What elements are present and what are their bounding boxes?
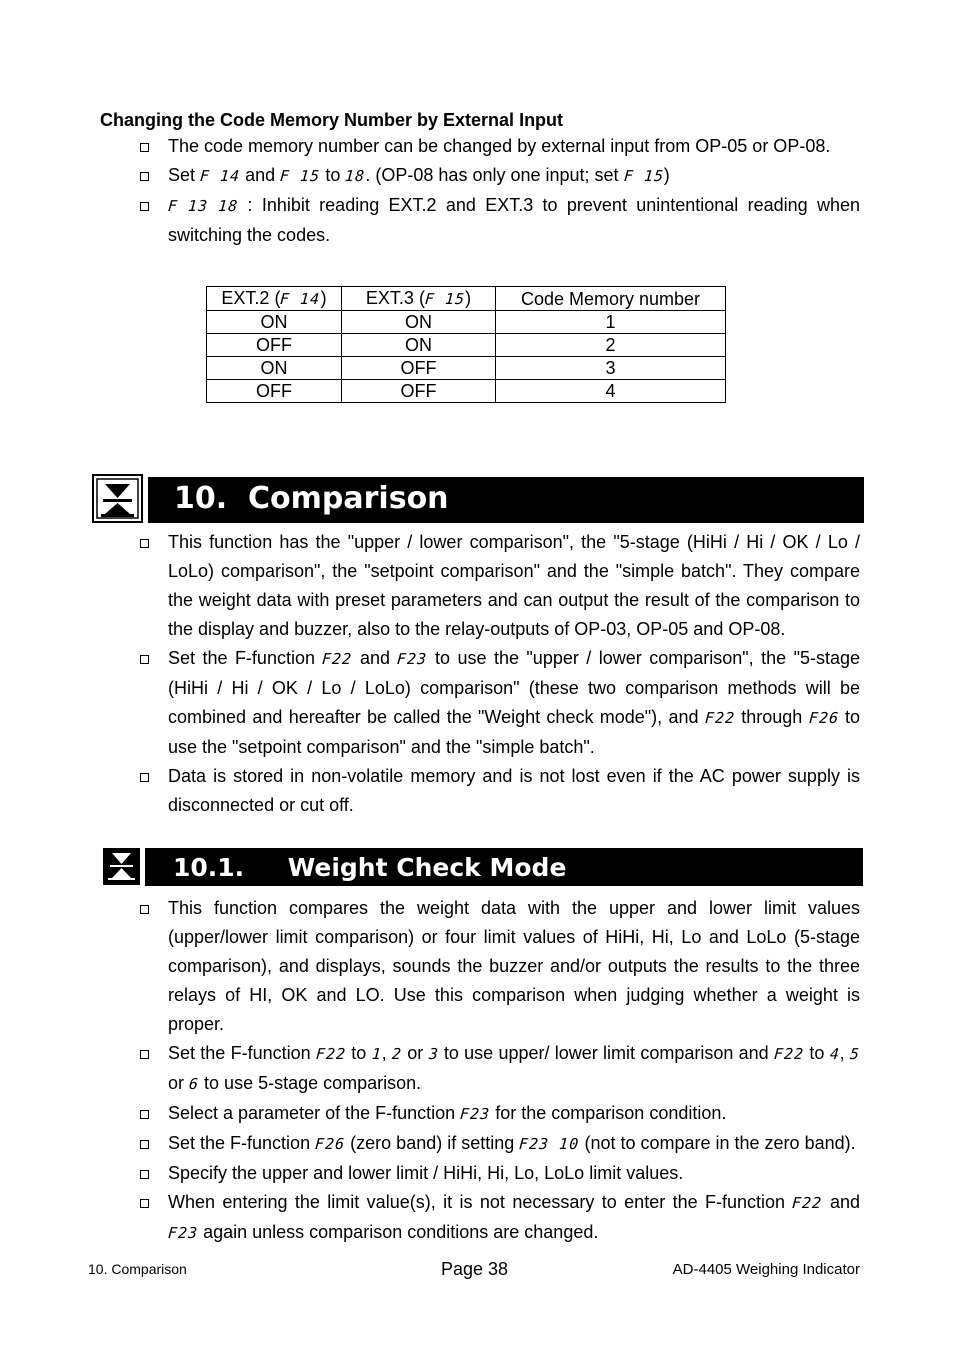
table-row [207,311,726,334]
table-cell: 1 [496,311,726,334]
footer-section: 10. Comparison [88,1261,187,1277]
table-cell: ON [207,311,342,334]
table-cell: 4 [496,380,726,403]
table-row [207,334,726,357]
bullet-item [138,762,860,820]
footer-page-number: Page 38 [441,1259,509,1279]
table-cell: OFF [342,357,496,380]
bullet-text: This function compares the weight data with the upper and lower limit values (upper/lower limit comparison) or four limit values of HiHi, Hi, Lo and LoLo (5-stage comparison), and displays, sounds the buzzer and/or outputs the results to the three relays of HI, OK and LO. Use this comparison when judging whether a weight is proper. [168,898,860,1034]
table-cell: ON [207,357,342,380]
bullet-item [138,191,860,250]
bullet-item [138,132,860,161]
bullet-item [138,528,860,644]
text-span: to [320,165,346,185]
bullet-item [138,894,860,1039]
bullet-item [138,161,860,191]
bullet-text: This function has the "upper / lower comparison", the "5-stage (HiHi / Hi / OK / Lo / LoLo) comparison", the "setpoint comparison" and the "simple batch". They compare the weight data with preset parameters and can output the result of the comparison to the display and buzzer, also to the relay-outputs of OP-03, OP-05 and OP-08. [168,532,860,639]
table-header-row [207,287,726,311]
table-cell: 3 [496,357,726,380]
seg-code: F 15 [622,167,665,185]
text-span: Set [168,165,201,185]
table-cell: OFF [342,380,496,403]
section-heading-bar [148,477,864,523]
table-cell: OFF [207,380,342,403]
subsection-title: Changing the Code Memory Number by External Input [100,110,564,130]
bullet-text: The code memory number can be changed by external input from OP-05 or OP-08. [168,136,831,156]
comparison-bullets [138,528,860,820]
bullet-item: Set the F-function F26 (zero band) if setting F23 10 (not to compare in the zero band). [138,1129,860,1159]
table-cell: ON [342,311,496,334]
table-header-cell: EXT.2 (F 14) [207,287,342,311]
section-heading: 10. Comparison [174,481,449,516]
table-cell: 2 [496,334,726,357]
bullet-item: Set the F-function F22 to 1, 2 or 3 to use upper/ lower limit comparison and F22 to 4, 5 or 6 to use 5-stage comparison. [138,1039,860,1099]
footer-product: AD-4405 Weighing Indicator [672,1261,860,1278]
bullet-item: Set the F-function F22 and F23 to use the "upper / lower comparison", the "5-stage (HiHi / Hi / OK / Lo / LoLo) comparison" (these two comparison methods will be combined and hereafter be called the "Weight check mode"), and F22 through F26 to use the "setpoint comparison" and the "simple batch". [138,644,860,762]
bullet-item: Select a parameter of the F-function F23 for the comparison condition. [138,1099,860,1129]
seg-code: F 13 18 [167,197,239,215]
section-marker-icon [92,474,143,523]
weight-check-bullets [138,894,860,1248]
bullet-item: When entering the limit value(s), it is not necessary to enter the F-function F22 and F23 again unless comparison conditions are changed. [138,1188,860,1248]
table-header-cell: Code Memory number [496,287,726,311]
text-span: . (OP-08 has only one input; set [365,165,624,185]
seg-code: F 14 [199,167,241,185]
table-cell: OFF [207,334,342,357]
subsection-heading: 10.1. Weight Check Mode [173,853,567,882]
bullet-text: Specify the upper and lower limit / HiHi, Hi, Lo, LoLo limit values. [168,1163,684,1183]
table-header-cell: EXT.3 (F 15) [342,287,496,311]
code-memory-table [206,286,726,403]
text-span: ) [663,165,670,185]
table-row [207,357,726,380]
text-span: and [240,165,281,185]
subsection-marker-icon [103,848,140,885]
table-cell: ON [342,334,496,357]
bullet-item [138,1159,860,1188]
bullet-text: Data is stored in non-volatile memory and is not lost even if the AC power supply is disconnected or cut off. [168,766,860,815]
table-row [207,380,726,403]
subsection-heading-bar [145,848,863,886]
text-span: : Inhibit reading EXT.2 and EXT.3 to prevent unintentional reading when switching the codes. [168,195,860,245]
code-memory-bullets [138,132,860,250]
seg-code: 18 [344,167,367,185]
seg-code: F 15 [279,167,321,185]
